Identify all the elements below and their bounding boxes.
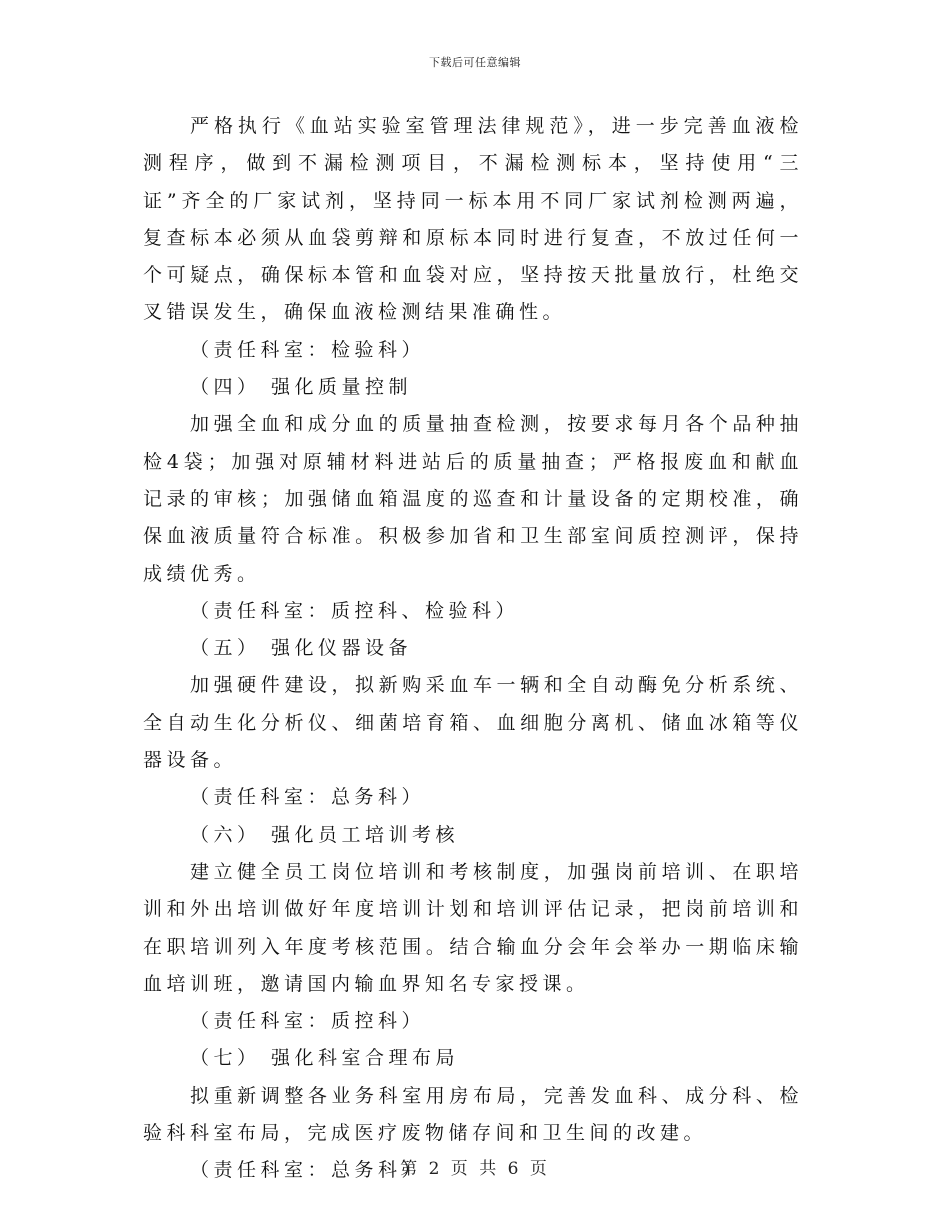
page-number-footer: 第 2 页 共 6 页 [400,1159,550,1179]
responsible-dept-note: （责任科室：质控科、检验科） [190,599,520,622]
paragraph-staff-training: 建立健全员工岗位培训和考核制度，加强岗前培训、在职培训和外出培训做好年度培训计划和培训评估记录，把岗前培训和在职培训列入年度考核范围。结合输血分会年会举办一期临床输血培训班，邀请国内输血界知名专家授课。 [143,860,803,995]
document-body [143,108,803,1190]
paragraph-layout: 拟重新调整各业务科室用房布局，完善发血科、成分科、检验科科室布局，完成医疗废物储存间和卫生间的改建。 [143,1084,803,1145]
page-header: 下载后可任意编辑 [429,56,521,69]
section-heading-quality-control: （四） 强化质量控制 [190,376,413,399]
responsible-dept-note: （责任科室：总务科） [190,786,426,809]
section-heading-layout: （七） 强化科室合理布局 [190,1047,460,1070]
paragraph-lab-procedures: 严格执行《血站实验室管理法律规范》，进一步完善血液检测程序，做到不漏检测项目，不漏检测标本，坚持使用“三证”齐全的厂家试剂，坚持同一标本用不同厂家试剂检测两遍，复查标本必须从血袋剪辩和原标本同时进行复查，不放过任何一个可疑点，确保标本管和血袋对应，坚持按天批量放行，杜绝交叉错误发生，确保血液检测结果准确性。 [143,115,803,324]
responsible-dept-note: （责任科室：质控科） [190,1010,426,1033]
section-heading-equipment: （五） 强化仪器设备 [190,637,413,660]
responsible-dept-note: （责任科室：检验科） [190,338,426,361]
paragraph-quality-control: 加强全血和成分血的质量抽查检测，按要求每月各个品种抽检4袋；加强对原辅材料进站后的质量抽查；严格报废血和献血记录的审核；加强储血箱温度的巡查和计量设备的定期校准，确保血液质量符合标准。积极参加省和卫生部室间质控测评，保持成绩优秀。 [143,413,803,585]
paragraph-equipment: 加强硬件建设，拟新购采血车一辆和全自动酶免分析系统、全自动生化分析仪、细菌培育箱、血细胞分离机、储血冰箱等仪器设备。 [143,674,803,772]
responsible-dept-note: （责任科室：总务科） [190,1159,426,1182]
section-heading-staff-training: （六） 强化员工培训考核 [190,823,460,846]
